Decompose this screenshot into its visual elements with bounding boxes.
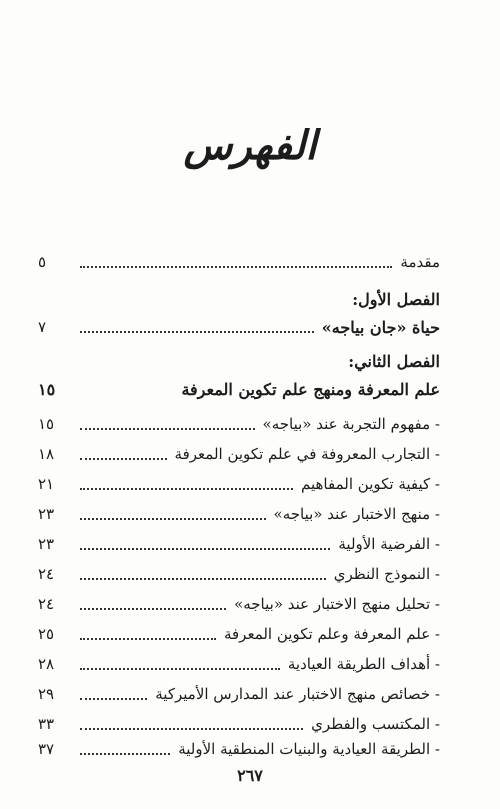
toc-entry-page: ٢٣ xyxy=(38,535,55,553)
toc-entry xyxy=(38,592,440,616)
chapter1-heading: الفصل الأول: xyxy=(352,290,440,309)
toc-entry-label: مقدمة xyxy=(400,253,440,271)
toc-entry xyxy=(38,472,440,496)
dot-leader xyxy=(80,444,167,460)
toc-entry-label: - مفهوم التجربة عند «بياجه» xyxy=(262,415,440,433)
toc-entry-label: - خصائص منهج الاختبار عند المدارس الأميركية xyxy=(155,685,440,703)
dot-leader xyxy=(80,252,392,268)
dot-leader xyxy=(80,317,314,333)
toc-entry-intro xyxy=(38,250,440,274)
toc-entry-label: - علم المعرفة وعلم تكوين المعرفة xyxy=(223,625,440,643)
toc-entry-page: ٥ xyxy=(38,253,47,271)
toc-entry-page: ٢٤ xyxy=(38,565,55,583)
toc-entry-label: - التجارب المعروفة في علم تكوين المعرفة xyxy=(174,445,440,463)
toc-entry-chapter1 xyxy=(38,315,440,339)
toc-entry xyxy=(38,562,440,586)
dot-leader xyxy=(80,714,303,730)
dot-leader xyxy=(80,654,280,670)
page-number: ٢٦٧ xyxy=(237,766,263,785)
toc-entry-page: ١٥ xyxy=(38,415,55,433)
toc-entry xyxy=(38,412,440,436)
toc-entry-page: ٢٩ xyxy=(38,685,55,703)
toc-entry-page: ٢٣ xyxy=(38,505,55,523)
toc-entry xyxy=(38,442,440,466)
chapter2-heading: الفصل الثاني: xyxy=(348,352,440,371)
toc-entry-label: - منهج الاختبار عند «بياجه» xyxy=(273,505,440,523)
dot-leader xyxy=(80,564,326,580)
toc-entry-page: ٣٣ xyxy=(38,715,55,733)
toc-entry-page: ١٨ xyxy=(38,445,55,463)
toc-entry-page: ١٥ xyxy=(38,379,56,399)
toc-entry-label: - أهداف الطريقة العيادية xyxy=(287,655,440,673)
dot-leader xyxy=(80,414,255,430)
toc-entry xyxy=(38,652,440,676)
toc-entry xyxy=(38,737,440,761)
dot-leader xyxy=(80,504,266,520)
toc-entry-label: - تحليل منهج الاختبار عند «بياجه» xyxy=(234,595,440,613)
toc-entry-label: - الفرضية الأولية xyxy=(338,535,440,553)
toc-entry xyxy=(38,532,440,556)
toc-entry xyxy=(38,682,440,706)
toc-entry-page: ٢٨ xyxy=(38,655,55,673)
toc-entry xyxy=(38,502,440,526)
toc-entry-chapter2-main xyxy=(38,377,440,401)
toc-entry xyxy=(38,712,440,736)
toc-entry-label: حياة «جان بياجه» xyxy=(321,317,440,337)
dot-leader xyxy=(80,684,147,700)
toc-entry-label: - المكتسب والفطري xyxy=(311,715,440,733)
toc-entry-label: - كيفية تكوين المفاهيم xyxy=(301,475,440,493)
toc-entry-page: ٧ xyxy=(38,318,47,336)
page-title: الفهرس xyxy=(183,122,317,169)
dot-leader xyxy=(80,474,293,490)
toc-entry-label: - النموذج النظري xyxy=(333,565,440,583)
dot-leader xyxy=(80,534,330,550)
toc-entry-page: ٢٥ xyxy=(38,625,55,643)
toc-entry-label: علم المعرفة ومنهج علم تكوين المعرفة xyxy=(181,379,440,399)
dot-leader xyxy=(80,594,226,610)
toc-entry-page: ٢١ xyxy=(38,475,55,493)
toc-entry-label: - الطريقة العيادية والبنيات المنطقية الأولية xyxy=(178,740,440,758)
toc-entry xyxy=(38,622,440,646)
dot-leader xyxy=(80,739,170,755)
dot-leader xyxy=(80,624,216,640)
toc-entry-page: ٣٧ xyxy=(38,740,55,758)
toc-entry-page: ٢٤ xyxy=(38,595,55,613)
